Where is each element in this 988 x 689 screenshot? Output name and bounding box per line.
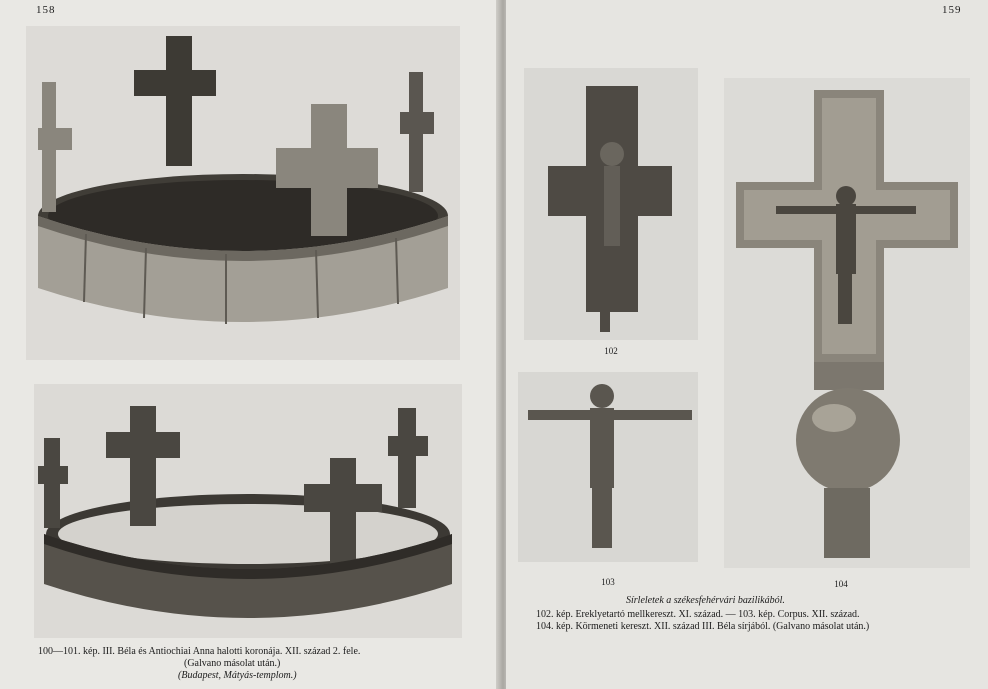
left-caption-line2: (Galvano másolat után.) [184,658,281,669]
right-caption-line2: 104. kép. Körmeneti kereszt. XII. század III. Béla sírjából. (Galvano másolat után.) [536,621,870,632]
right-page [506,0,988,689]
figure-label-103: 103 [601,577,615,587]
right-caption-title: Sírleletek a székesfehérvári bazilikából. [626,595,785,606]
crown-illustration-bottom [34,384,462,638]
figure-label-102: 102 [604,346,618,356]
processional-cross-illustration [724,78,970,568]
pectoral-cross-photo [524,68,698,340]
pectoral-cross-illustration [524,68,698,340]
corpus-illustration [518,372,698,562]
page-number-left: 158 [36,4,56,16]
right-caption-line1: 102. kép. Ereklyetartó mellkereszt. XI. század. — 103. kép. Corpus. XII. század. [536,609,860,620]
left-caption-line3: (Budapest, Mátyás-templom.) [178,670,297,681]
crown-illustration-top [26,26,460,360]
crown-photo-top [26,26,460,360]
crown-photo-bottom [34,384,462,638]
left-caption-line1: 100—101. kép. III. Béla és Antiochiai Anna halotti koronája. XII. század 2. fele. [38,646,361,657]
corpus-photo [518,372,698,562]
page-number-right: 159 [942,4,962,16]
figure-label-104: 104 [834,579,848,589]
processional-cross-photo [724,78,970,568]
